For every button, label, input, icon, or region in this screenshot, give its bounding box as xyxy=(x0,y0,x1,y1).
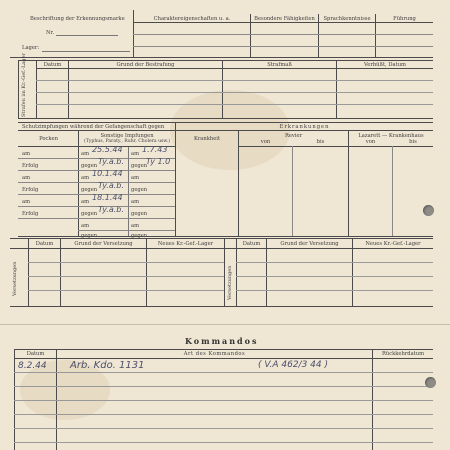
rule xyxy=(133,22,433,23)
hw-impf-date-4: 18.1.44 xyxy=(92,193,123,202)
rule xyxy=(60,238,61,306)
punch-hole xyxy=(423,205,434,216)
am-label: am xyxy=(131,151,140,157)
erk-col-revier: Revier xyxy=(284,133,303,139)
am-label: am xyxy=(81,223,90,229)
rule xyxy=(28,262,224,263)
am-label: am xyxy=(22,199,31,205)
kommandos-title: Kommandos xyxy=(185,336,259,346)
hw-kdo-date: 8.2.44 xyxy=(18,361,47,371)
lager-label: Lager: xyxy=(22,45,40,51)
rule xyxy=(18,122,433,123)
rule xyxy=(18,236,175,237)
am-label: am xyxy=(81,199,90,205)
rule xyxy=(236,238,237,306)
erk-bis: bis xyxy=(316,139,325,145)
versetzungen-side-label: Versetzungen xyxy=(227,265,233,300)
rule xyxy=(14,442,433,443)
gegen-label: gegen xyxy=(81,163,98,169)
rule xyxy=(18,118,433,119)
rule xyxy=(14,372,433,373)
hw-impf-date-1: 25.5.44 xyxy=(92,145,123,154)
strafen-col-verbuesst: Verbüßt, Datum xyxy=(364,62,406,68)
hw-impf-type-4: Ty.a.b. xyxy=(98,205,124,214)
col-fuehrung: Führung xyxy=(393,16,416,22)
hw-kdo-name: Arb. Kdo. 1131 xyxy=(70,360,145,371)
rule xyxy=(236,290,433,291)
erk-bis: bis xyxy=(409,139,417,145)
nr-field-line xyxy=(56,35,118,36)
erfolg-label: Erfolg xyxy=(22,211,39,217)
erk-col-krankheit: Krankheit xyxy=(193,136,221,142)
erk-von: von xyxy=(260,139,271,145)
rule xyxy=(10,238,433,239)
versetzungen-side-label: Versetzungen xyxy=(12,261,18,296)
rule xyxy=(14,358,433,359)
col-faehigkeiten: Besondere Fähigkeiten xyxy=(254,16,315,22)
vers-col-grund: Grund der Versetzung xyxy=(74,241,133,247)
impf-col-sonstige: Sonstige Impfungen xyxy=(100,133,154,139)
rule xyxy=(36,92,433,93)
gegen-label: gegen xyxy=(131,211,148,217)
am-label: am xyxy=(131,199,140,205)
punch-hole xyxy=(425,377,436,388)
erk-von: von xyxy=(365,139,376,145)
lager-field-line xyxy=(42,51,130,52)
strafen-side-label: Strafen im Kr.-Gef.-Lager xyxy=(21,53,27,117)
vers-col-neues: Neues Kr.-Gef.-Lager xyxy=(365,241,421,247)
rule xyxy=(18,60,433,61)
rule xyxy=(128,146,129,236)
rule xyxy=(10,306,433,307)
hw-impf-type-3: Ty.a.b. xyxy=(98,181,124,190)
rule xyxy=(175,236,433,237)
hw-impf-type-1: Ty.a.b. xyxy=(98,157,124,166)
impf-col-sonstige-sub: (Typhus, Paraty., Ruhr, Cholera usw.) xyxy=(83,139,171,144)
gegen-label: gegen xyxy=(131,187,148,193)
rule xyxy=(14,428,433,429)
rule xyxy=(266,238,267,306)
am-label: am xyxy=(22,151,31,157)
rule xyxy=(292,146,293,236)
hw-impf-type-2: Ty 1.0 xyxy=(146,157,171,166)
nr-label: Nr. xyxy=(46,30,55,36)
rule xyxy=(18,218,175,219)
hw-impf-date-2: 1.7.43 xyxy=(142,145,168,154)
rule xyxy=(236,262,433,263)
rule xyxy=(133,46,433,47)
vers-col-grund: Grund der Versetzung xyxy=(280,241,339,247)
gegen-label: gegen xyxy=(131,163,148,169)
rule xyxy=(36,80,433,81)
hw-kdo-ref: ( V.A 462/3 44 ) xyxy=(258,360,328,370)
rule xyxy=(236,276,433,277)
rule xyxy=(10,248,433,249)
gegen-label: gegen xyxy=(81,187,98,193)
rule xyxy=(18,60,19,118)
strafen-col-datum: Datum xyxy=(43,62,62,68)
erkrankungen-header: Erkrankungen xyxy=(279,124,330,130)
rule xyxy=(14,386,433,387)
fold-line xyxy=(0,324,450,325)
strafen-col-strafmass: Strafmaß xyxy=(267,62,292,68)
am-label: am xyxy=(81,151,90,157)
rule xyxy=(14,414,433,415)
rule xyxy=(18,206,175,207)
vers-col-datum: Datum xyxy=(35,241,54,247)
vers-col-datum: Datum xyxy=(242,241,261,247)
erfolg-label: Erfolg xyxy=(22,187,39,193)
rule xyxy=(392,146,393,236)
rule xyxy=(224,238,225,306)
am-label: am xyxy=(22,175,31,181)
impf-header: Schutzimpfungen während der Gefangenschaft gegen xyxy=(22,124,165,130)
rule xyxy=(28,238,29,306)
rule xyxy=(10,57,433,58)
rule xyxy=(14,349,433,350)
rule xyxy=(133,34,433,35)
col-charakter: Charaktereigenschaften u. a. xyxy=(153,16,231,22)
am-label: am xyxy=(81,175,90,181)
rule xyxy=(36,68,433,69)
rule xyxy=(36,104,433,105)
rule xyxy=(18,130,175,131)
strafen-col-grund: Grund der Bestrafung xyxy=(116,62,175,68)
rule xyxy=(14,400,433,401)
col-sprachen: Sprachkenntnisse xyxy=(323,16,371,22)
rule xyxy=(238,146,433,147)
ident-label: Beschriftung der Erkennungsmarke xyxy=(30,16,125,22)
rule xyxy=(78,230,175,231)
rule xyxy=(175,130,433,131)
kdo-col-datum: Datum xyxy=(26,351,45,357)
rule xyxy=(28,290,224,291)
erk-col-lazarett: Lazarett — Krankenhaus xyxy=(358,133,424,139)
vers-col-neues: Neues Kr.-Gef.-Lager xyxy=(157,241,214,247)
am-label: am xyxy=(131,223,140,229)
kdo-col-art: Art des Kommandos xyxy=(183,351,246,357)
impf-col-pocken: Pocken xyxy=(39,136,58,142)
erfolg-label: Erfolg xyxy=(22,163,39,169)
kdo-col-rueckkehr: Rückkehrdatum xyxy=(381,351,425,357)
rule xyxy=(28,276,224,277)
gegen-label: gegen xyxy=(81,211,98,217)
rule xyxy=(18,182,175,183)
am-label: am xyxy=(131,175,140,181)
rule xyxy=(146,238,147,306)
rule xyxy=(352,238,353,306)
hw-impf-date-3: 10.1.44 xyxy=(92,169,123,178)
